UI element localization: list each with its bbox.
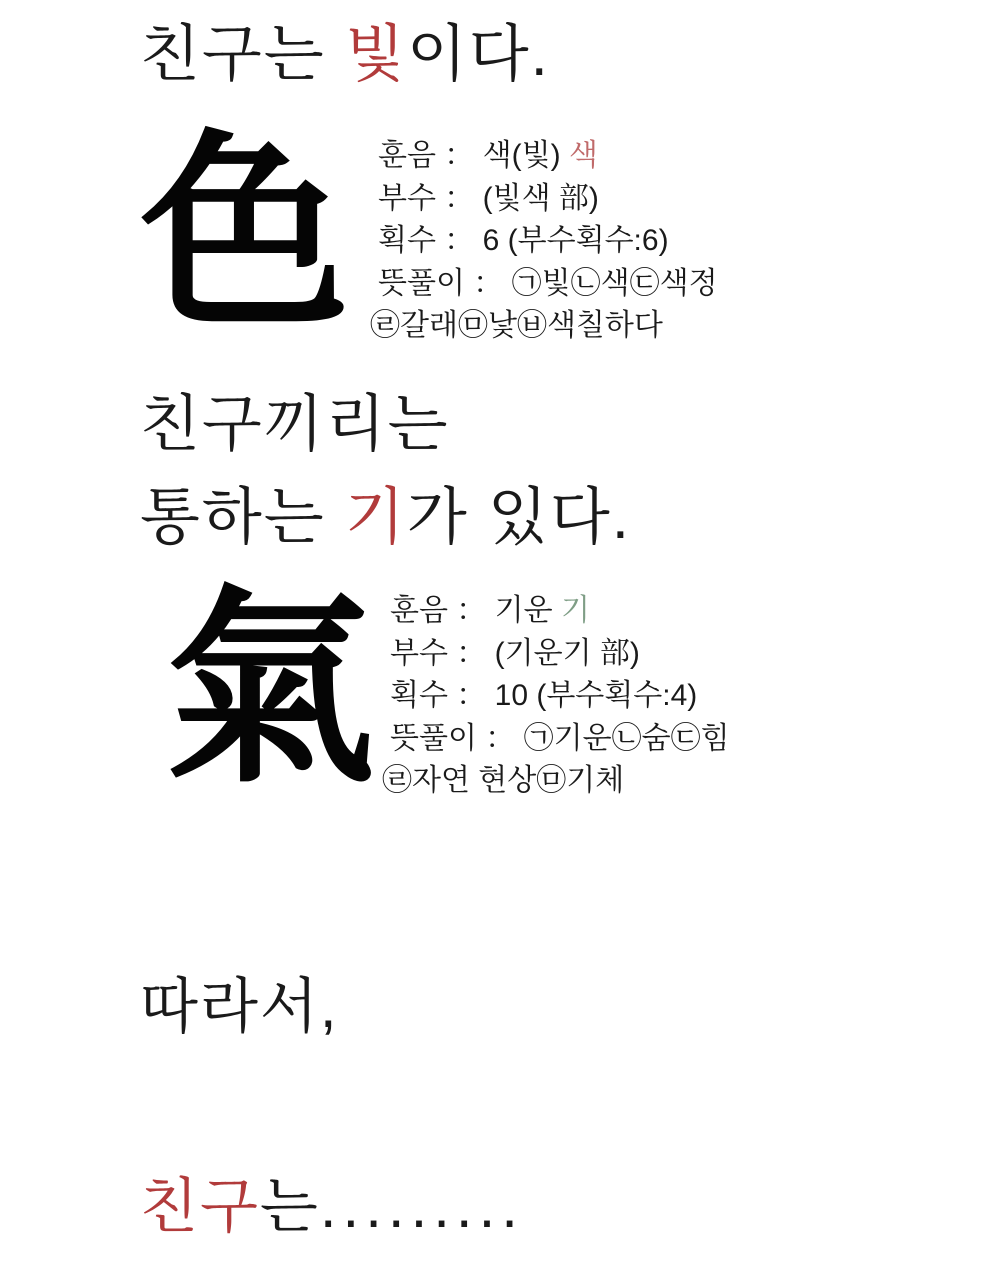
hanja-character-saek: 色	[140, 112, 351, 357]
info-meaning-row-2	[370, 305, 718, 348]
info-reading-row	[390, 590, 730, 633]
final-dots: .........	[319, 1173, 524, 1240]
info-meaning-row-1	[390, 718, 730, 761]
final-line	[140, 1175, 524, 1238]
info-meaning-row-1	[378, 263, 718, 306]
headline-2-post: 가 있다.	[406, 483, 631, 552]
info-meaning-line2: ㉣갈래㉤낯㉥색칠하다	[370, 309, 663, 343]
headline-1-pre: 친구는	[140, 20, 345, 89]
conclusion-text	[140, 975, 339, 1038]
info-reading-label: 훈음 ：	[390, 594, 495, 627]
info-reading-value: 기운	[494, 594, 561, 627]
info-reading-row	[378, 135, 718, 178]
info-strokes-row	[390, 675, 730, 718]
info-strokes-value: 6 (부수획수:6)	[474, 224, 669, 258]
info-reading-accent: 색	[568, 139, 598, 172]
info-strokes-label: 획수 ：	[378, 224, 475, 258]
info-reading-label: 훈음 ：	[378, 139, 483, 172]
conclusion-label: 따라서,	[140, 973, 339, 1040]
info-strokes-label: 획수 ：	[390, 679, 487, 713]
headline-1	[140, 22, 550, 87]
headline-2-line-1-text: 친구끼리는	[140, 390, 450, 459]
info-radical-value: (기운기 部)	[486, 636, 640, 670]
info-meaning-line1: ㉠기운㉡숨㉢힘	[523, 721, 730, 755]
info-meaning-row-2	[382, 760, 730, 803]
info-strokes-row	[378, 220, 718, 263]
hanja-character-gi: 氣	[165, 567, 376, 812]
headline-1-post: 이다.	[406, 20, 550, 89]
final-rest: 는	[259, 1173, 320, 1240]
headline-1-highlight: 빛	[344, 20, 407, 89]
final-highlight: 친구	[140, 1173, 260, 1240]
hanja-info-saek	[370, 135, 718, 348]
headline-2-line-1	[140, 392, 449, 457]
info-radical-label: 부수 ：	[378, 181, 475, 215]
info-radical-value: (빛색 部)	[474, 181, 599, 215]
info-reading-value: 색(빛)	[482, 139, 569, 172]
headline-2-line-2	[140, 485, 631, 550]
headline-2-highlight: 기	[344, 483, 407, 552]
info-strokes-value: 10 (부수획수:4)	[486, 679, 698, 713]
info-reading-accent: 기	[560, 594, 590, 627]
info-meaning-line1: ㉠빛㉡색㉢색정	[511, 266, 718, 300]
info-meaning-line2: ㉣자연 현상㉤기체	[382, 764, 625, 798]
info-meaning-label: 뜻풀이 ：	[378, 266, 512, 300]
hanja-info-gi	[382, 590, 730, 803]
info-meaning-label: 뜻풀이 ：	[390, 721, 524, 755]
info-radical-row	[378, 178, 718, 221]
headline-2-pre: 통하는	[140, 483, 345, 552]
info-radical-row	[390, 633, 730, 676]
info-radical-label: 부수 ：	[390, 636, 487, 670]
